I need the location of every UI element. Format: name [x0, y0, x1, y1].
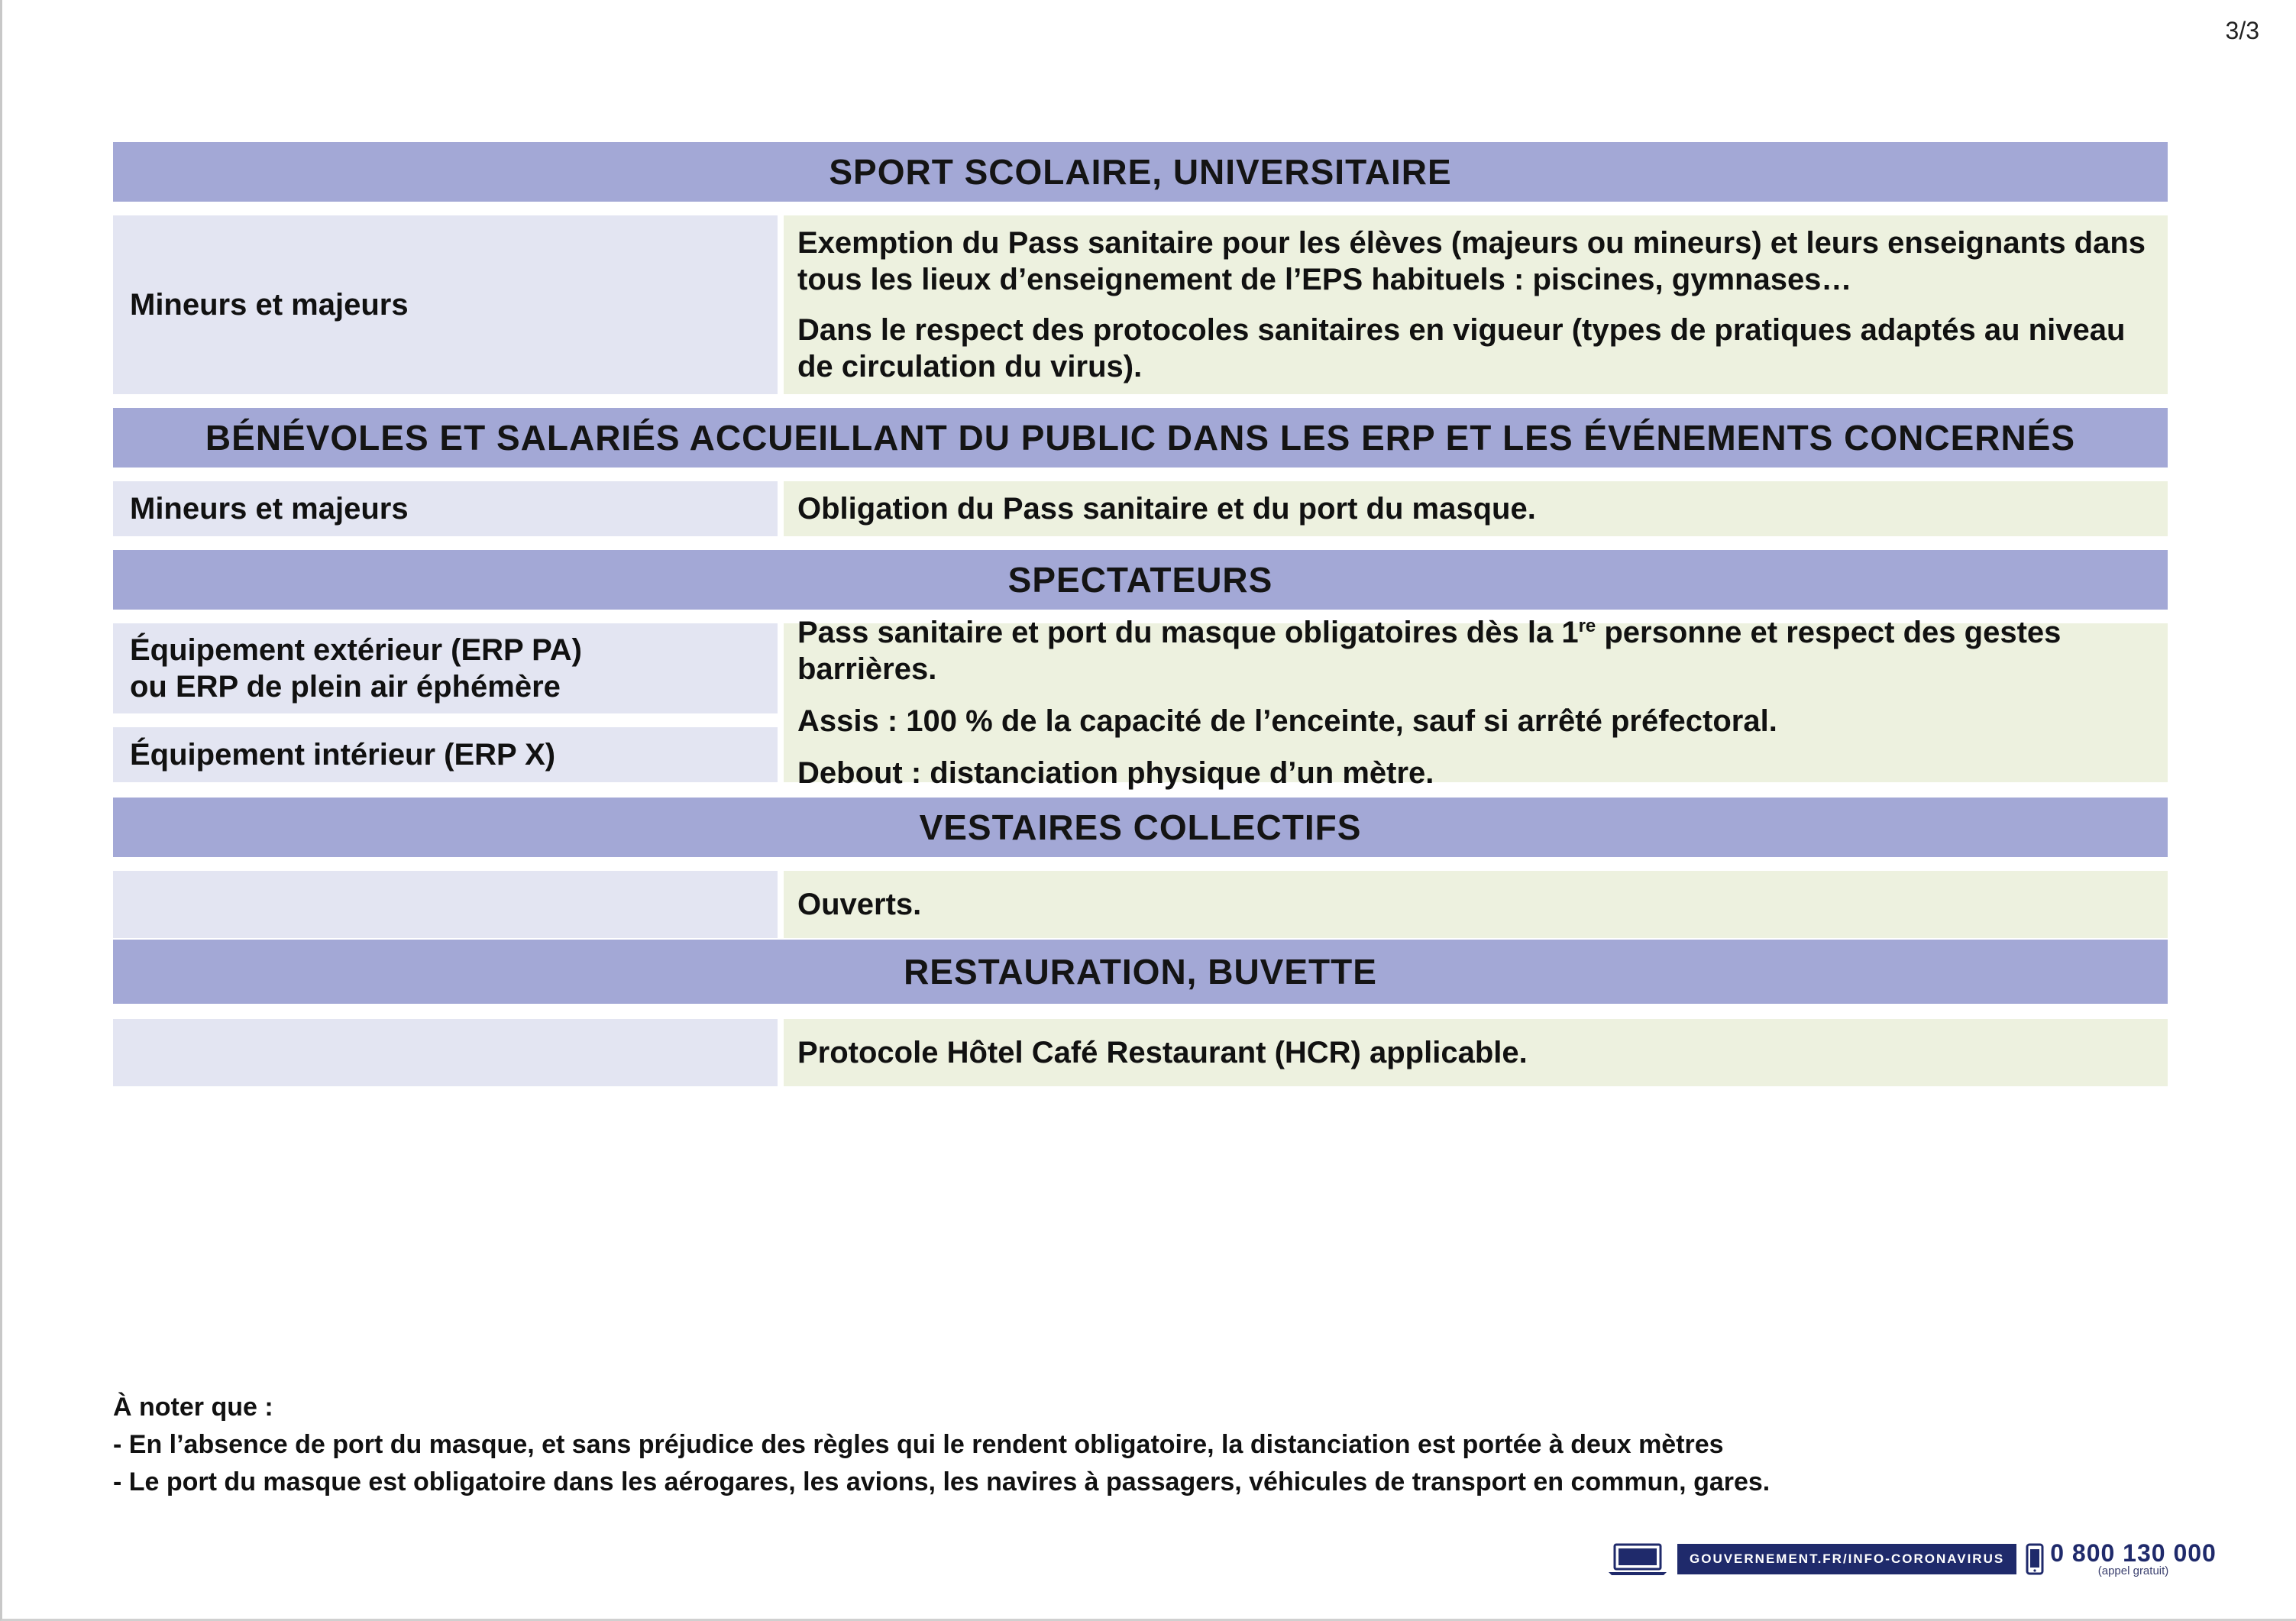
row-label-cell-empty [113, 1019, 778, 1086]
row-content-cell [784, 215, 2168, 394]
content-paragraph: Exemption du Pass sanitaire pour les élèves (majeurs ou mineurs) et leurs enseignants dans tous les lieux d’enseignement de l’EPS habituels : piscines, gymnases… [797, 226, 2146, 296]
content-paragraph: Assis : 100 % de la capacité de l’enceinte, sauf si arrêté préfectoral. [797, 704, 1777, 738]
content-text: personne et respect des gestes barrières. [797, 616, 2062, 686]
row-label-cell [113, 623, 778, 713]
laptop-icon [1607, 1542, 1668, 1577]
content-paragraph: Ouverts. [797, 888, 922, 921]
content-text: Pass sanitaire et port du masque obligatoires dès la 1 [797, 616, 1579, 649]
section-header-sport-scolaire: SPORT SCOLAIRE, UNIVERSITAIRE [113, 142, 2168, 202]
row-content-cell [784, 481, 2168, 536]
footer [1607, 1539, 2217, 1577]
row-label: Mineurs et majeurs [130, 288, 409, 322]
row-label-cell-empty [113, 871, 778, 938]
section-header-vestiaires: VESTAIRES COLLECTIFS [113, 798, 2168, 857]
note-item: - Le port du masque est obligatoire dans les aérogares, les avions, les navires à passagers, véhicules de transport en commun, gares. [113, 1467, 1771, 1496]
notes-block [113, 1389, 1770, 1501]
section-header-spectateurs: SPECTATEURS [113, 550, 2168, 610]
notes-heading: À noter que : [113, 1393, 273, 1422]
phone-number[interactable]: 0 800 130 000 [2050, 1539, 2217, 1567]
row-label-cell [113, 481, 778, 536]
content-paragraph: Dans le respect des protocoles sanitaires en vigueur (types de pratiques adaptés au niveau de circulation du virus). [797, 313, 2126, 383]
page-number: 3/3 [2225, 17, 2259, 44]
row-label: Équipement intérieur (ERP X) [130, 738, 556, 772]
row-content-cell [784, 616, 2168, 790]
row-content-cell [784, 871, 2168, 938]
row-label-cell [113, 215, 778, 394]
row-label: ou ERP de plein air éphémère [130, 670, 561, 704]
phone-block [2050, 1541, 2217, 1577]
content-paragraph: Obligation du Pass sanitaire et du port du masque. [797, 492, 1536, 526]
row-label-cell [113, 727, 778, 782]
row-content-cell [784, 1019, 2168, 1086]
content-paragraph [797, 614, 2154, 688]
row-label: Équipement extérieur (ERP PA) [130, 633, 582, 667]
phone-icon [2026, 1543, 2044, 1575]
info-coronavirus-link[interactable]: GOUVERNEMENT.FR/INFO-CORONAVIRUS [1677, 1544, 2016, 1574]
content-paragraph: Debout : distanciation physique d’un mètre. [797, 756, 1434, 790]
note-item: - En l’absence de port du masque, et sans préjudice des règles qui le rendent obligatoire, la distanciation est portée à deux mètres [113, 1430, 1724, 1459]
content-paragraph: Protocole Hôtel Café Restaurant (HCR) applicable. [797, 1036, 1528, 1069]
row-label: Mineurs et majeurs [130, 492, 409, 526]
section-header-benevoles-salaries: BÉNÉVOLES ET SALARIÉS ACCUEILLANT DU PUBLIC DANS LES ERP ET LES ÉVÉNEMENTS CONCERNÉS [113, 408, 2168, 468]
phone-note: (appel gratuit) [2097, 1564, 2169, 1577]
section-header-restauration: RESTAURATION, BUVETTE [113, 940, 2168, 1004]
ordinal-superscript: re [1578, 616, 1596, 636]
